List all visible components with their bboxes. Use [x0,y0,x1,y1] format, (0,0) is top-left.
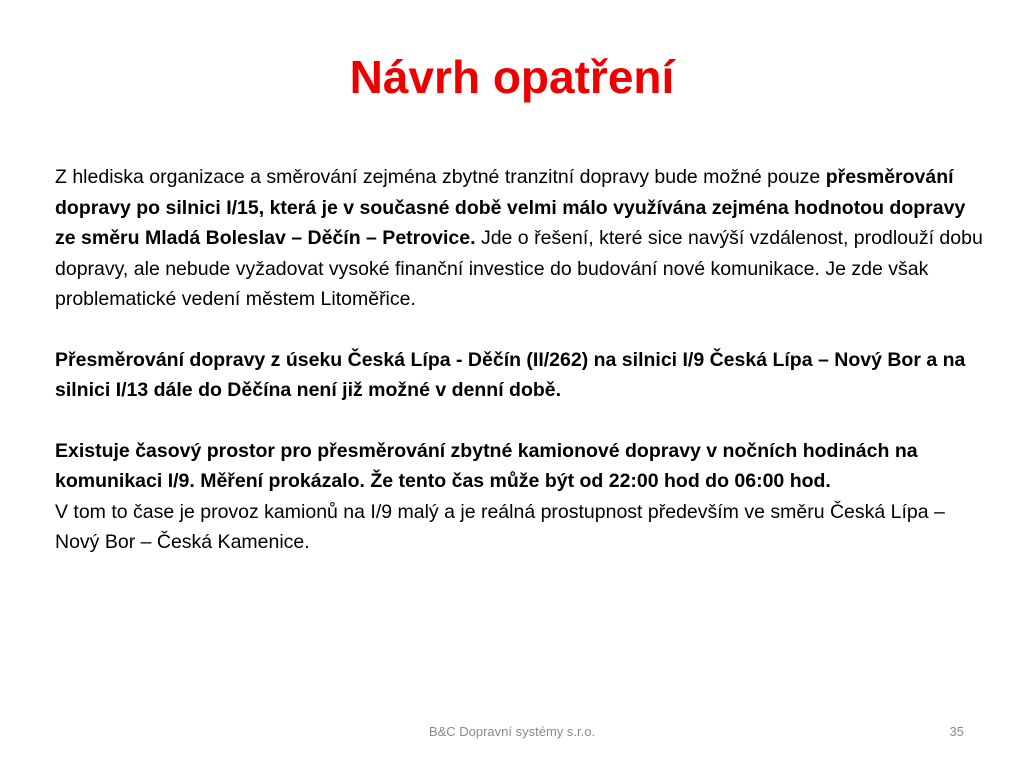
paragraph-1-text-b: Jde o řešení, které sice navýší vzdálenost, prodlouží dobu dopravy, ale nebude vyžadovat vysoké finanční investice do budování nové komunikace. Je zde však problematické vedení městem Litoměřice. [55,227,983,310]
paragraph-1 [55,162,985,315]
paragraph-1-bold: přesměrování dopravy po silnici I/15, která je v současné době velmi málo využívána zejména hodnotou dopravy ze směru Mladá Boleslav – Děčín – Petrovice. [55,166,966,249]
page-number: 35 [949,724,964,739]
slide-title: Návrh opatření [349,51,675,103]
footer-company: B&C Dopravní systémy s.r.o. [428,724,596,739]
paragraph-2 [55,345,985,406]
paragraph-1-text-a: Z hlediska organizace a směrování zejména zbytné tranzitní dopravy bude možné pouze [55,166,826,188]
paragraph-3-bold: Existuje časový prostor pro přesměrování zbytné kamionové dopravy v nočních hodinách na komunikaci I/9. Měření prokázalo. Že tento čas může být od 22:00 hod do 06:00 hod. [55,439,918,492]
slide-body [55,162,985,558]
paragraph-4: V tom to čase je provoz kamionů na I/9 malý a je reálná prostupnost především ve směru Česká Lípa – Nový Bor – Česká Kamenice. [55,500,945,553]
paragraph-3 [55,436,985,497]
paragraph-2-bold: Přesměrování dopravy z úseku Česká Lípa - Děčín (II/262) na silnici I/9 Česká Lípa – Nový Bor a na silnici I/13 dále do Děčína není již možné v denní době. [55,348,966,401]
